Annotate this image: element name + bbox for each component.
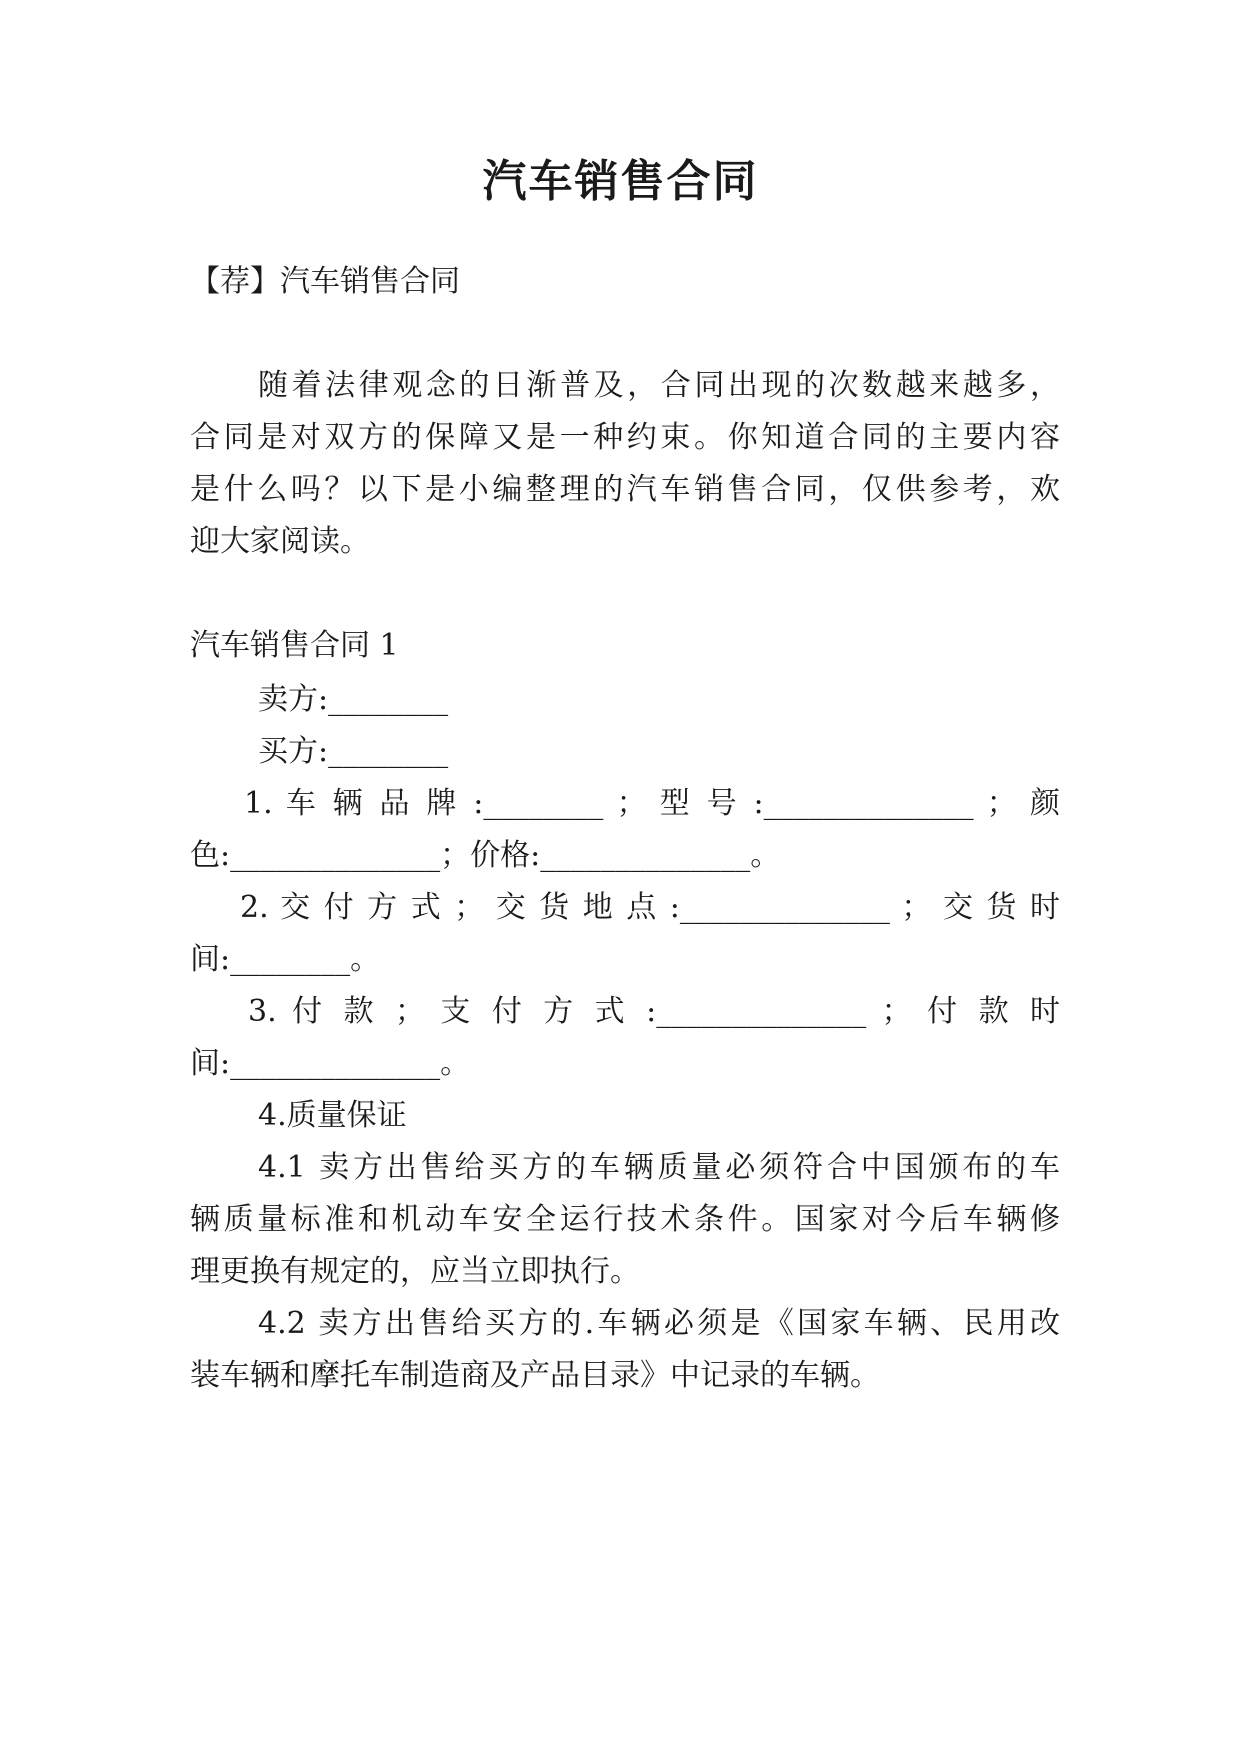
item2-line2: 间:________。 bbox=[190, 942, 381, 977]
item1-line2: 色:______________；价格:______________。 bbox=[190, 838, 781, 873]
item3-line2: 间:______________。 bbox=[190, 1046, 471, 1081]
item4-1-line3: 理更换有规定的，应当立即执行。 bbox=[190, 1254, 640, 1289]
item4-2-line2: 装车辆和摩托车制造商及产品目录》中记录的车辆。 bbox=[190, 1358, 880, 1393]
intro-line-3: 是什么吗？以下是小编整理的汽车销售合同，仅供参考，欢 bbox=[190, 472, 1060, 507]
contract-heading: 汽车销售合同 1 bbox=[190, 628, 399, 663]
item1-line1: 1. 车 辆 品 牌 :________ ； 型 号 :______________ ； 颜 bbox=[244, 786, 1060, 821]
document-title: 汽车销售合同 bbox=[482, 156, 759, 207]
item4-2-line1: 4.2 卖方出售给买方的.车辆必须是《国家车辆、民用改 bbox=[258, 1306, 1060, 1341]
intro-line-2: 合同是对双方的保障又是一种约束。你知道合同的主要内容 bbox=[190, 420, 1060, 455]
intro-line-4: 迎大家阅读。 bbox=[190, 524, 370, 559]
item3-line1: 3. 付 款 ； 支 付 方 式 :______________ ； 付 款 时 bbox=[248, 994, 1060, 1029]
seller-field: 卖方:________ bbox=[258, 682, 449, 717]
item4-heading: 4.质量保证 bbox=[258, 1098, 407, 1133]
buyer-field: 买方:________ bbox=[258, 734, 449, 769]
item4-1-line1: 4.1 卖方出售给买方的车辆质量必须符合中国颁布的车 bbox=[258, 1150, 1060, 1185]
document-subtitle: 【荐】汽车销售合同 bbox=[190, 264, 460, 299]
item4-1-line2: 辆质量标准和机动车安全运行技术条件。国家对今后车辆修 bbox=[190, 1202, 1060, 1237]
intro-line-1: 随着法律观念的日渐普及，合同出现的次数越来越多， bbox=[258, 368, 1060, 403]
item2-line1: 2. 交 付 方 式 ； 交 货 地 点 :______________ ； 交 货 时 bbox=[240, 890, 1060, 925]
